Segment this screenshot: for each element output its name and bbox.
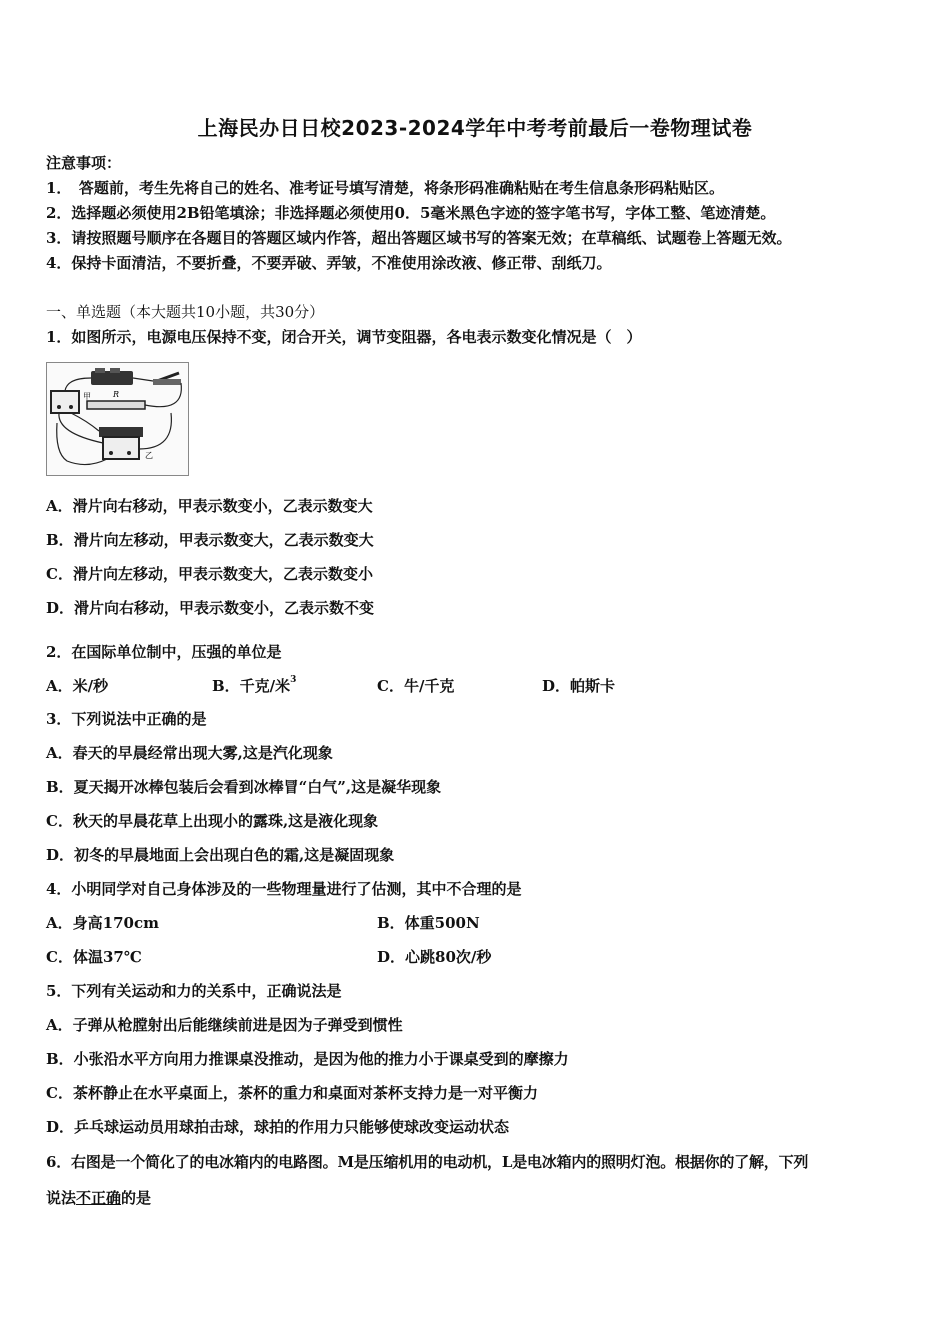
notice-item: 3．请按照题号顺序在各题目的答题区域内作答，超出答题区域书写的答案无效；在草稿纸、试题卷上答题无效。 [46, 229, 792, 247]
option-b: B．小张沿水平方向用力推课桌没推动，是因为他的推力小于课桌受到的摩擦力 [46, 1050, 569, 1068]
option-c: C．滑片向左移动，甲表示数变大，乙表示数变小 [46, 565, 373, 583]
meter1-label: 甲 [83, 392, 91, 401]
circuit-figure [46, 362, 189, 476]
option-a: A．米/秒 [46, 677, 109, 695]
meter2-label: 乙 [145, 451, 153, 460]
section-heading: 一、单选题（本大题共10小题，共30分） [46, 303, 325, 321]
question-stem: 2．在国际单位制中，压强的单位是 [46, 643, 282, 661]
option-b-superscript: 3 [290, 675, 297, 685]
option-b: B．夏天揭开冰棒包装后会看到冰棒冒“白气”,这是凝华现象 [46, 778, 442, 796]
question-stem: 5．下列有关运动和力的关系中，正确说法是 [46, 982, 342, 1000]
resistor-label: R [113, 390, 120, 399]
option-a: A．滑片向右移动，甲表示数变小，乙表示数变大 [46, 497, 373, 515]
option-d: D．滑片向右移动，甲表示数变小，乙表示数不变 [46, 599, 375, 617]
notice-item: 1． 答题前，考生先将自己的姓名、准考证号填写清楚，将条形码准确粘贴在考生信息条形码粘贴区。 [46, 179, 724, 197]
option-a: A．子弹从枪膛射出后能继续前进是因为子弹受到惯性 [46, 1016, 403, 1034]
option-b: B．千克/米$^3$ [212, 675, 297, 695]
notice-heading: 注意事项： [46, 154, 122, 172]
option-c: C．茶杯静止在水平桌面上，茶杯的重力和桌面对茶杯支持力是一对平衡力 [46, 1084, 538, 1102]
page-title: 上海民办日日校2023-2024学年中考考前最后一卷物理试卷 [197, 116, 753, 140]
notice-item: 2．选择题必须使用2B铅笔填涂；非选择题必须使用0．5毫米黑色字迹的签字笔书写，字体工整、笔迹清楚。 [46, 204, 776, 222]
option-b: B．滑片向左移动，甲表示数变大，乙表示数变大 [46, 531, 374, 549]
option-b: B．体重500N [377, 914, 480, 932]
option-c: C．体温37℃ [46, 948, 142, 966]
question-stem: 3．下列说法中正确的是 [46, 710, 207, 728]
circuit-diagram [47, 363, 188, 475]
question-stem: 4．小明同学对自己身体涉及的一些物理量进行了估测，其中不合理的是 [46, 880, 522, 898]
option-a: A．春天的早晨经常出现大雾,这是汽化现象 [46, 744, 333, 762]
option-d: D．帕斯卡 [542, 677, 616, 695]
notice-item: 4．保持卡面清洁，不要折叠，不要弄破、弄皱，不准使用涂改液、修正带、刮纸刀。 [46, 254, 612, 272]
option-d: D．初冬的早晨地面上会出现白色的霜,这是凝固现象 [46, 846, 395, 864]
question-stem: 6．右图是一个简化了的电冰箱内的电路图。M是压缩机用的电动机，L是电冰箱内的照明灯泡。根据你的了解，下列 [46, 1153, 809, 1171]
option-c: C．秋天的早晨花草上出现小的露珠,这是液化现象 [46, 812, 379, 830]
option-c: C．牛/千克 [377, 677, 455, 695]
option-d: D．心跳80次/秒 [377, 948, 492, 966]
option-d: D．乒乓球运动员用球拍击球，球拍的作用力只能够使球改变运动状态 [46, 1118, 510, 1136]
option-a: A．身高170cm [46, 914, 159, 932]
emphasis-not-correct: 不正确 [76, 1189, 122, 1207]
question-stem-continued: 说法不正确的是 [46, 1189, 152, 1207]
question-stem: 1．如图所示，电源电压保持不变，闭合开关，调节变阻器，各电表示数变化情况是（ ） [46, 328, 642, 346]
